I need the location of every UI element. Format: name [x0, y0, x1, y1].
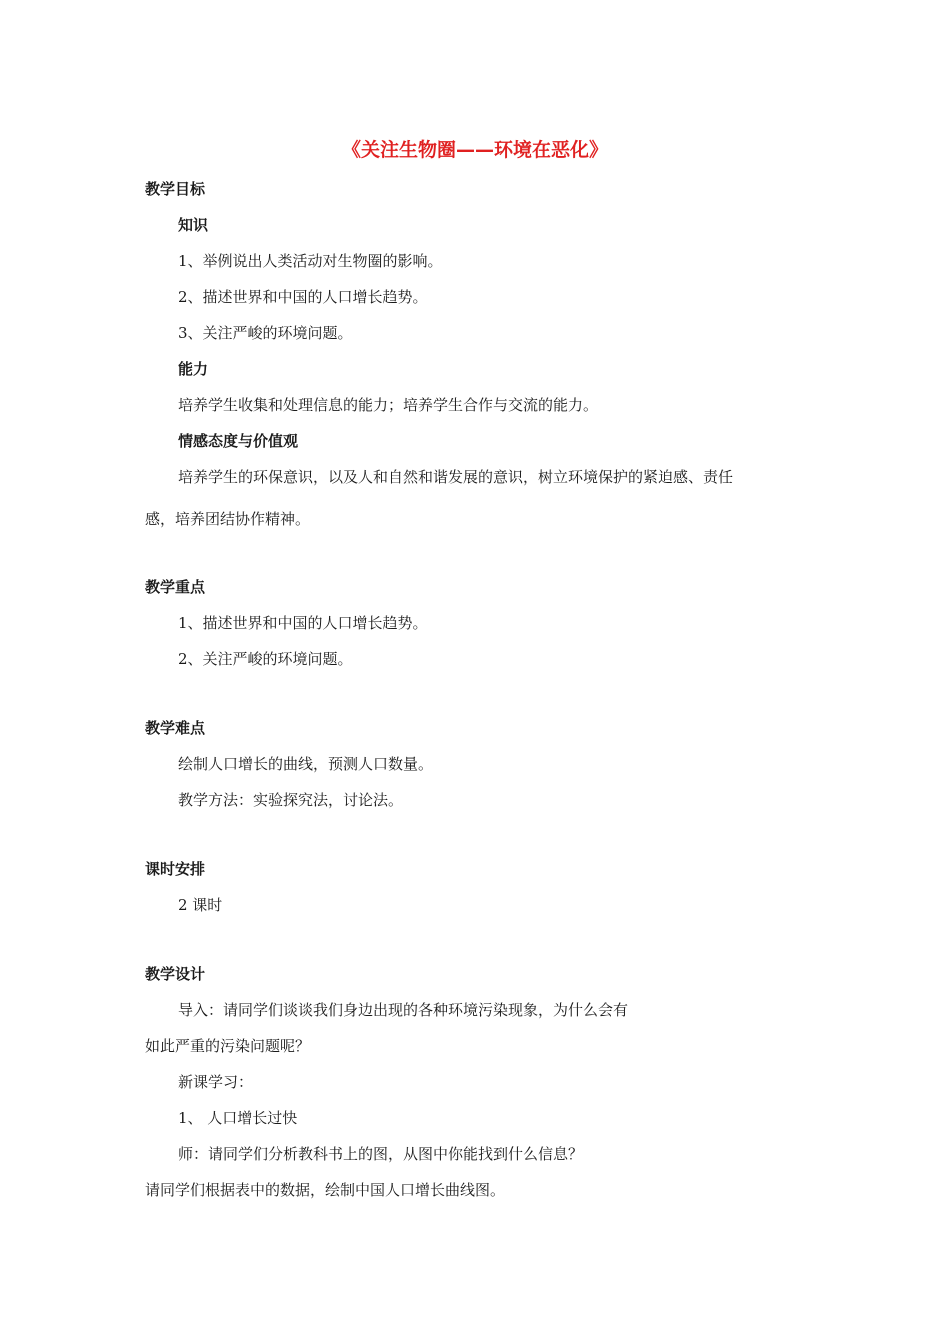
key-point-2: 2、关注严峻的环境问题。 [178, 650, 353, 668]
ability-text: 培养学生收集和处理信息的能力；培养学生合作与交流的能力。 [178, 396, 599, 414]
document-title: 《关注生物圈——环境在恶化》 [341, 139, 608, 161]
knowledge-item-1: 1、举例说出人类活动对生物圈的影响。 [178, 252, 443, 270]
schedule-text: 2 课时 [178, 896, 223, 914]
design-intro-line-1: 导入：请同学们谈谈我们身边出现的各种环境污染现象，为什么会有 [178, 1001, 629, 1019]
knowledge-item-2: 2、描述世界和中国的人口增长趋势。 [178, 288, 428, 306]
knowledge-item-3: 3、关注严峻的环境问题。 [178, 324, 353, 342]
schedule-heading: 课时安排 [145, 860, 206, 878]
teacher-question: 师：请同学们分析教科书上的图，从图中你能找到什么信息？ [178, 1145, 584, 1163]
attitude-text-line-2: 感，培养团结协作精神。 [145, 510, 311, 528]
difficulties-text: 绘制人口增长的曲线，预测人口数量。 [178, 755, 434, 773]
attitude-text-line-1: 培养学生的环保意识，以及人和自然和谐发展的意识，树立环境保护的紧迫感、责任 [178, 468, 734, 486]
attitude-heading: 情感态度与价值观 [178, 432, 299, 450]
teaching-method-text: 教学方法：实验探究法，讨论法。 [178, 791, 404, 809]
ability-heading: 能力 [178, 360, 209, 378]
key-point-1: 1、描述世界和中国的人口增长趋势。 [178, 614, 428, 632]
key-points-heading: 教学重点 [145, 578, 206, 596]
task-text: 请同学们根据表中的数据，绘制中国人口增长曲线图。 [145, 1181, 506, 1199]
design-item-1: 1、 人口增长过快 [178, 1109, 298, 1127]
new-lesson-label: 新课学习： [178, 1073, 254, 1091]
difficulties-heading: 教学难点 [145, 719, 206, 737]
design-heading: 教学设计 [145, 965, 206, 983]
design-intro-line-2: 如此严重的污染问题呢？ [145, 1037, 311, 1055]
knowledge-heading: 知识 [178, 216, 209, 234]
objectives-heading: 教学目标 [145, 180, 206, 198]
